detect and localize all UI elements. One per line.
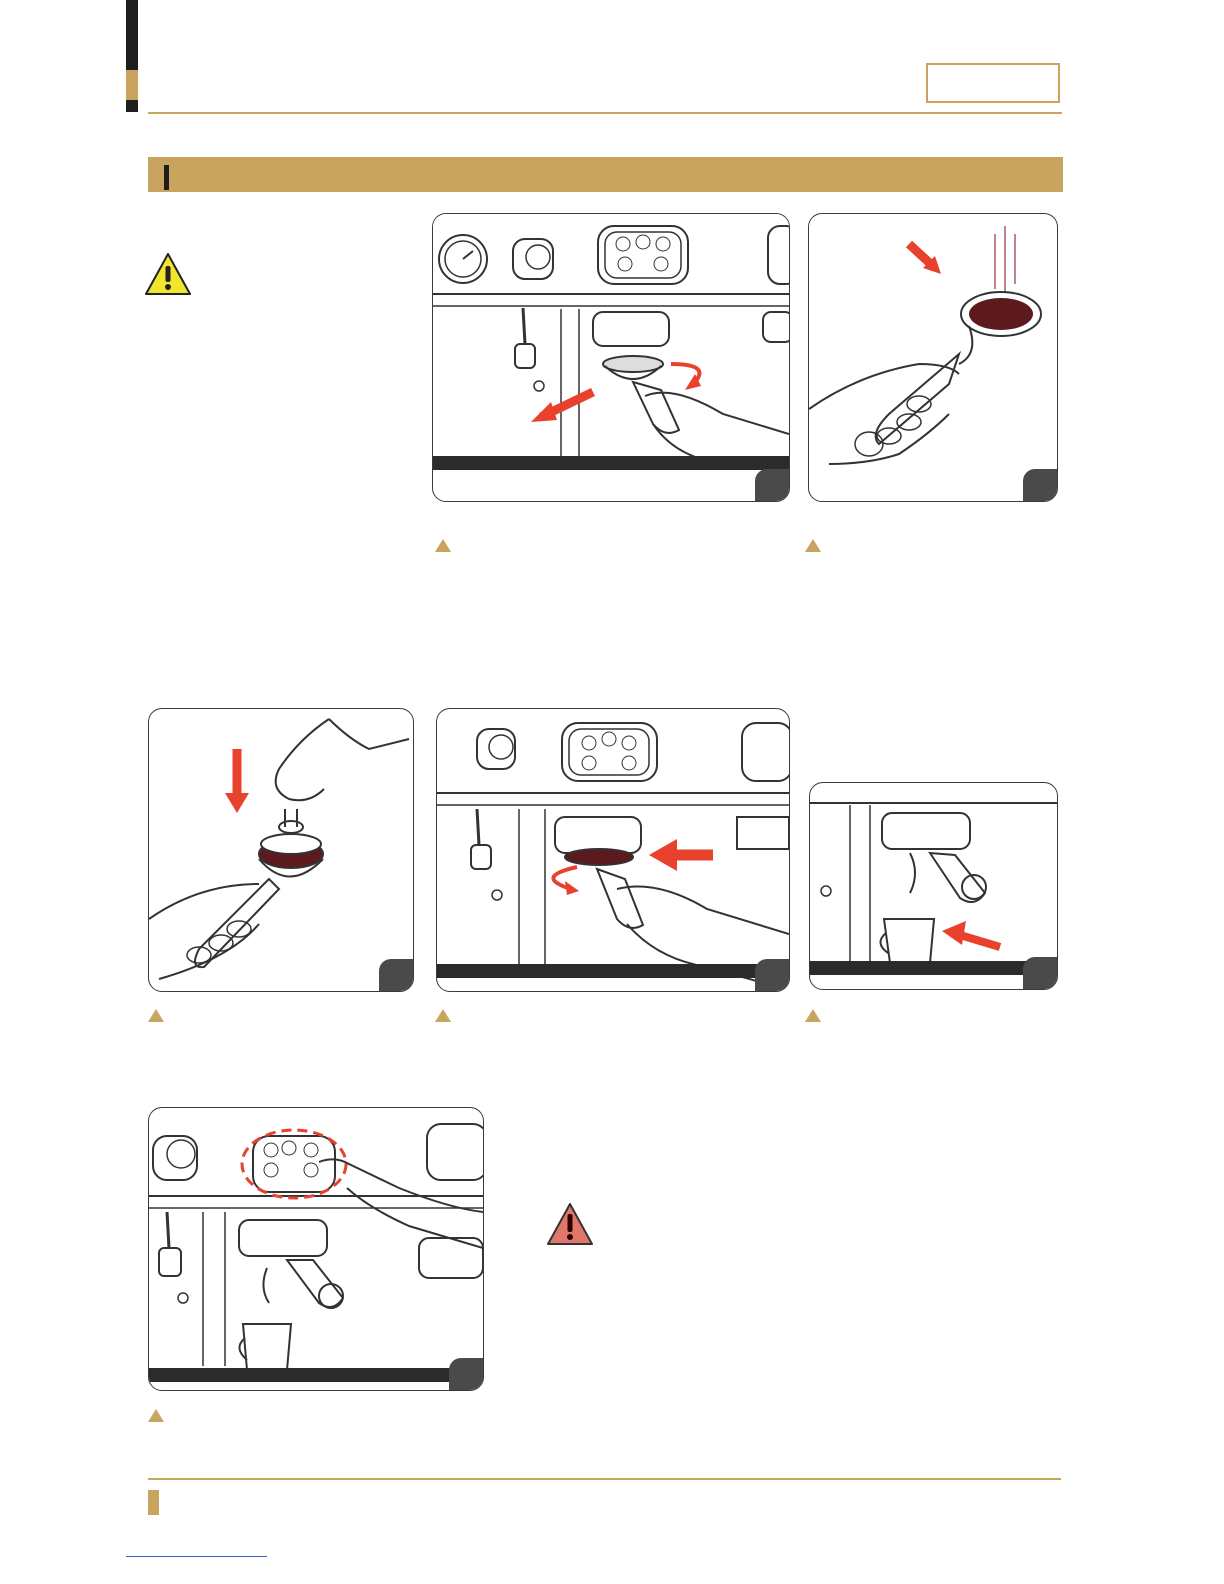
step-image-tamp-coffee [148,708,414,992]
footer-link-underline [126,1556,267,1557]
header-rule [148,112,1062,114]
gold-triangle-bullet [148,1409,164,1422]
danger-triangle-icon [546,1202,594,1246]
corner-bar-accent [126,70,138,100]
header-label-box [926,63,1060,103]
gold-triangle-bullet [805,1009,821,1022]
step-tab [1023,469,1057,501]
step-tab [379,959,413,991]
section-title-band [148,157,1063,192]
step-tab [1023,957,1057,989]
step-image-remove-filter-holder [432,213,790,502]
corner-bar [126,0,138,70]
step-image-press-dose-button [148,1107,484,1391]
gold-triangle-bullet [148,1009,164,1022]
footer-rule [148,1478,1061,1480]
gold-triangle-bullet [435,1009,451,1022]
step-tab [449,1358,483,1390]
step-image-place-cup [809,782,1058,990]
warning-triangle-icon [144,252,192,296]
step-tab [755,959,789,991]
step-image-insert-filter-holder [436,708,790,992]
gold-triangle-bullet [435,539,451,552]
gold-triangle-bullet [805,539,821,552]
step-tab [755,469,789,501]
step-image-fill-coffee [808,213,1058,502]
footer-page-marker [148,1490,159,1515]
corner-bar-end [126,100,138,112]
section-marker [164,165,169,190]
